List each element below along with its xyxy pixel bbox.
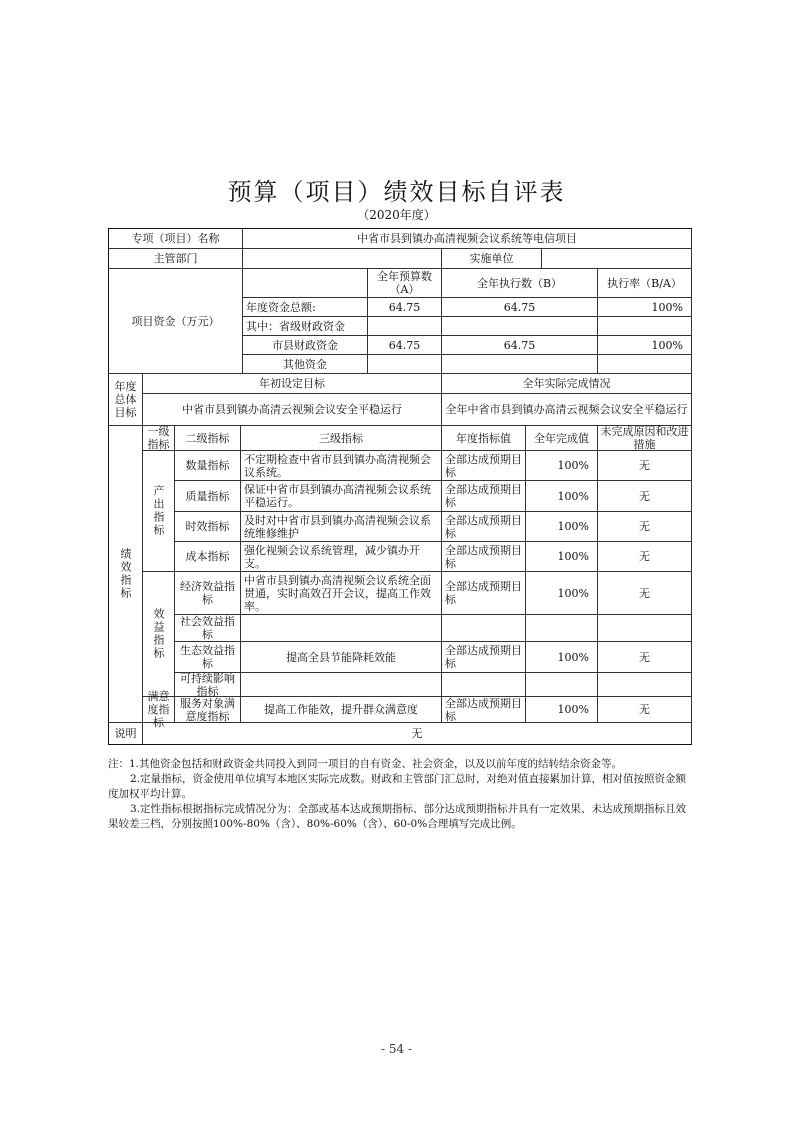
goal-group-label: 年度总体目标: [109, 374, 143, 426]
funds-header-blank: [243, 269, 368, 298]
rate-header: 执行率（B/A）: [598, 269, 692, 298]
ind-lvl3: 保证中省市县到镇办高清视频会议系统平稳运行。: [241, 481, 442, 512]
ind-lvl2: 社会效益指标: [175, 615, 241, 642]
ind-target: 全部达成预期目标: [442, 451, 526, 481]
ind-lvl3: [241, 673, 442, 697]
other-rate: [598, 355, 692, 374]
ind-done: 100%: [526, 481, 598, 512]
target-header: 年度指标值: [442, 426, 526, 451]
reason-header: 未完成原因和改进措施: [598, 426, 692, 451]
budget-a-header: 全年预算数（A）: [368, 269, 442, 298]
done-header: 全年完成值: [526, 426, 598, 451]
project-name-label: 专项（项目）名称: [109, 229, 243, 249]
ind-lvl3: 及时对中省市县到镇办高清视频会议系统维修维护: [241, 512, 442, 542]
ind-done: 100%: [526, 642, 598, 673]
ind-lvl3: [241, 615, 442, 642]
ind-done: 100%: [526, 512, 598, 542]
ind-lvl2: 生态效益指标: [175, 642, 241, 673]
footnote: 3.定性指标根据指标完成情况分为：全部或基本达成预期指标、部分达成预期指标并具有一定效果、未达成预期指标且效果较差三档，分别按照100%-80%（含）、80%-60%（含）、60-0%合理填写完成比例。: [108, 803, 687, 830]
ind-reason: 无: [598, 542, 692, 572]
ind-target: 全部达成预期目标: [442, 697, 526, 723]
ind-lvl3: 不定期检查中省市县到镇办高清视频会议系统。: [241, 451, 442, 481]
ind-lvl2: 数量指标: [175, 451, 241, 481]
annual-total-rate: 100%: [598, 298, 692, 317]
annual-total-b: 64.75: [442, 298, 598, 317]
ind-lvl3: 提高工作能效，提升群众满意度: [241, 697, 442, 723]
ind-lvl2: 服务对象满意度指标: [175, 697, 241, 723]
ind-lvl2: 成本指标: [175, 542, 241, 572]
ind-reason: 无: [598, 481, 692, 512]
city-label: 市县财政资金: [243, 336, 368, 355]
note-label: 说明: [109, 723, 143, 744]
ind-reason: [598, 673, 692, 697]
initial-goal-header: 年初设定目标: [143, 374, 442, 394]
actual-text: 全年中省市县到镇办高清云视频会议安全平稳运行: [442, 394, 692, 426]
initial-goal-text: 中省市县到镇办高清云视频会议安全平稳运行: [143, 394, 442, 426]
city-a: 64.75: [368, 336, 442, 355]
footnotes: [108, 757, 692, 832]
provincial-a: [368, 317, 442, 336]
funds-label: 项目资金（万元）: [109, 269, 243, 374]
ind-lvl3: 提高全县节能降耗效能: [241, 642, 442, 673]
provincial-rate: [598, 317, 692, 336]
ind-done: 100%: [526, 697, 598, 723]
perf-label: 绩效指标: [109, 426, 143, 723]
other-b: [442, 355, 598, 374]
output-group: 产出指标: [143, 451, 175, 572]
ind-done: 100%: [526, 451, 598, 481]
lvl3-header: 三级指标: [241, 426, 442, 451]
ind-lvl2: 可持续影响指标: [175, 673, 241, 697]
exec-b-header: 全年执行数（B）: [442, 269, 598, 298]
fiscal-year: （2020年度）: [357, 208, 436, 222]
page-title: 预算（项目）绩效目标自评表: [227, 178, 566, 206]
ind-done: 100%: [526, 572, 598, 615]
ind-done: [526, 673, 598, 697]
ind-target: 全部达成预期目标: [442, 481, 526, 512]
actual-header: 全年实际完成情况: [442, 374, 692, 394]
project-name-value: 中省市县到镇办高清视频会议系统等电信项目: [243, 229, 692, 249]
lvl2-header: 二级指标: [175, 426, 241, 451]
other-label: 其他资金: [243, 355, 368, 374]
provincial-label: 其中：省级财政资金: [243, 317, 368, 336]
ind-target: [442, 615, 526, 642]
ind-target: 全部达成预期目标: [442, 512, 526, 542]
ind-lvl3: 强化视频会议系统管理，减少镇办开支。: [241, 542, 442, 572]
ind-reason: [598, 615, 692, 642]
city-rate: 100%: [598, 336, 692, 355]
ind-target: 全部达成预期目标: [442, 542, 526, 572]
ind-target: [442, 673, 526, 697]
annual-total-a: 64.75: [368, 298, 442, 317]
city-b: 64.75: [442, 336, 598, 355]
provincial-b: [442, 317, 598, 336]
ind-reason: 无: [598, 642, 692, 673]
page-number: - 54 -: [380, 1042, 412, 1056]
other-a: [368, 355, 442, 374]
note-value: 无: [143, 723, 692, 744]
footnote: 注：1.其他资金包括和财政资金共同投入到同一项目的自有资金、社会资金，以及以前年度的结转结余资金等。: [108, 758, 623, 770]
dept-value: [243, 249, 442, 269]
ind-done: [526, 615, 598, 642]
ind-reason: 无: [598, 697, 692, 723]
satisfaction-group: 满意度指标: [143, 697, 175, 723]
footnote: 2.定量指标，资金使用单位填写本地区实际完成数。财政和主管部门汇总时，对绝对值直接累加计算，相对值按照资金额度加权平均计算。: [108, 773, 687, 800]
ind-target: 全部达成预期目标: [442, 572, 526, 615]
ind-lvl2: 时效指标: [175, 512, 241, 542]
ind-reason: 无: [598, 572, 692, 615]
benefit-group: 效益指标: [143, 572, 175, 697]
annual-total-label: 年度资金总额:: [243, 298, 368, 317]
ind-lvl2: 质量指标: [175, 481, 241, 512]
ind-lvl2: 经济效益指标: [175, 572, 241, 615]
ind-done: 100%: [526, 542, 598, 572]
evaluation-table: [108, 228, 692, 745]
dept-label: 主管部门: [109, 249, 243, 269]
ind-lvl3: 中省市县到镇办高清视频会议系统全面贯通，实时高效召开会议，提高工作效率。: [241, 572, 442, 615]
lvl1-header: 一级指标: [143, 426, 175, 451]
ind-target: 全部达成预期目标: [442, 642, 526, 673]
impl-unit-value: [542, 249, 692, 269]
impl-unit-label: 实施单位: [442, 249, 542, 269]
ind-reason: 无: [598, 512, 692, 542]
ind-reason: 无: [598, 451, 692, 481]
